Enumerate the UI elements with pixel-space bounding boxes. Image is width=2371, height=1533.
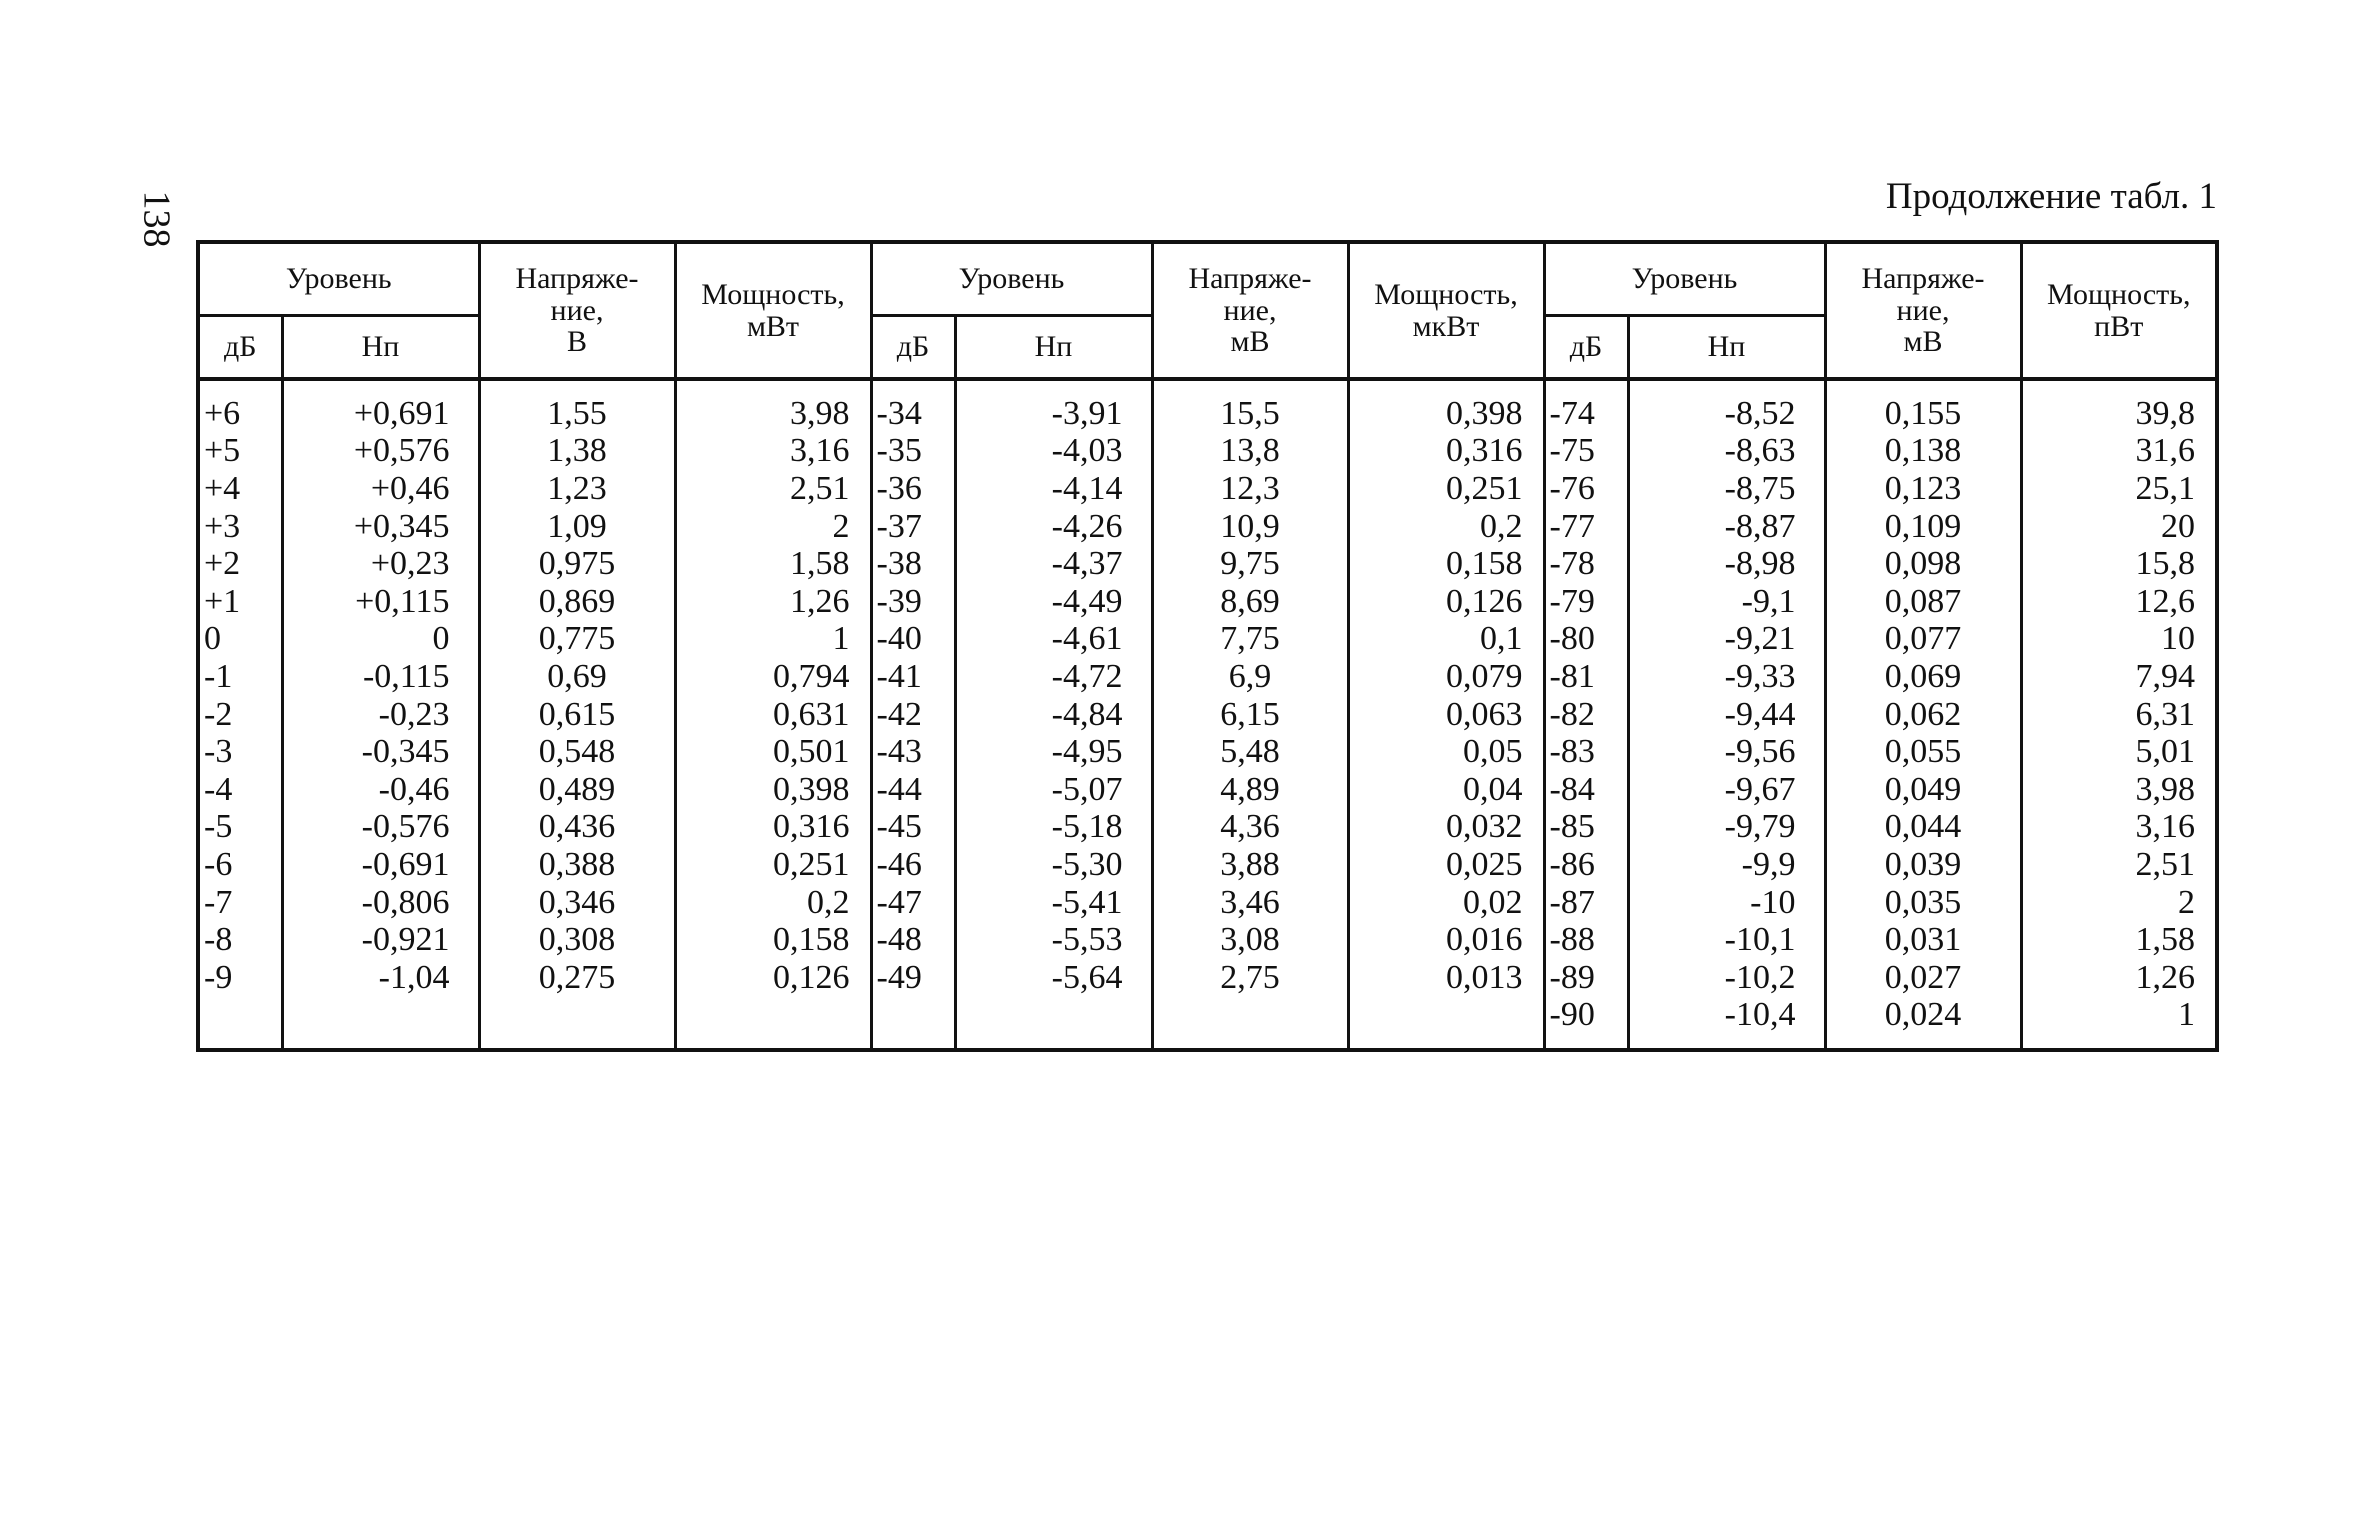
db-cell-3: -85 — [1544, 809, 1628, 847]
db-cell-2: -42 — [871, 696, 955, 734]
np-cell-2: -4,72 — [955, 658, 1152, 696]
np-cell-2: -5,41 — [955, 884, 1152, 922]
db-cell-1: +2 — [198, 545, 282, 583]
db-cell-3: -84 — [1544, 771, 1628, 809]
power-cell-2: 0,032 — [1348, 809, 1544, 847]
table-row — [198, 433, 2217, 471]
table-row — [198, 583, 2217, 621]
voltage-cell-1: 0,975 — [479, 545, 675, 583]
np-cell-2: -5,07 — [955, 771, 1152, 809]
power-cell-3: 1,58 — [2021, 921, 2217, 959]
np-cell-2: -4,03 — [955, 433, 1152, 471]
voltage-cell-1: 0,615 — [479, 696, 675, 734]
table-row — [198, 809, 2217, 847]
np-cell-2: -5,64 — [955, 959, 1152, 997]
np-cell-2: -5,30 — [955, 846, 1152, 884]
power-mw-header: Мощность, мВт — [675, 242, 871, 379]
np-cell-3: -10,4 — [1628, 997, 1825, 1051]
db-cell-1: +1 — [198, 583, 282, 621]
np-cell-3: -10,2 — [1628, 959, 1825, 997]
db-cell-1: +5 — [198, 433, 282, 471]
np-header-2: Нп — [955, 316, 1152, 380]
np-cell-1: +0,46 — [282, 470, 479, 508]
db-cell-1: -5 — [198, 809, 282, 847]
np-cell-2: -4,95 — [955, 733, 1152, 771]
voltage-cell-3: 0,035 — [1825, 884, 2021, 922]
power-cell-1: 0,316 — [675, 809, 871, 847]
np-cell-2: -4,49 — [955, 583, 1152, 621]
db-cell-2 — [871, 997, 955, 1051]
db-cell-3: -80 — [1544, 621, 1628, 659]
table-row — [198, 997, 2217, 1051]
db-cell-1: -1 — [198, 658, 282, 696]
db-cell-1 — [198, 997, 282, 1051]
db-cell-1: -9 — [198, 959, 282, 997]
db-cell-3: -87 — [1544, 884, 1628, 922]
db-cell-2: -48 — [871, 921, 955, 959]
voltage-cell-2: 3,88 — [1152, 846, 1348, 884]
page-number: 138 — [135, 190, 178, 248]
np-cell-1: +0,23 — [282, 545, 479, 583]
power-cell-3: 25,1 — [2021, 470, 2217, 508]
power-cell-1: 1 — [675, 621, 871, 659]
power-cell-2: 0,05 — [1348, 733, 1544, 771]
np-cell-1: -0,691 — [282, 846, 479, 884]
db-cell-3: -86 — [1544, 846, 1628, 884]
db-cell-2: -36 — [871, 470, 955, 508]
np-cell-2: -5,18 — [955, 809, 1152, 847]
table-caption: Продолжение табл. 1 — [1885, 176, 2217, 217]
np-header-3: Нп — [1628, 316, 1825, 380]
voltage-cell-2: 15,5 — [1152, 379, 1348, 433]
voltage-cell-3: 0,155 — [1825, 379, 2021, 433]
np-cell-1: -0,921 — [282, 921, 479, 959]
power-cell-3: 1,26 — [2021, 959, 2217, 997]
voltage-cell-2: 8,69 — [1152, 583, 1348, 621]
db-header-2: дБ — [871, 316, 955, 380]
voltage-cell-1: 0,346 — [479, 884, 675, 922]
power-cell-1: 2 — [675, 508, 871, 546]
np-cell-3: -8,98 — [1628, 545, 1825, 583]
power-cell-1: 2,51 — [675, 470, 871, 508]
voltage-cell-3: 0,044 — [1825, 809, 2021, 847]
voltage-cell-2 — [1152, 997, 1348, 1051]
voltage-cell-3: 0,024 — [1825, 997, 2021, 1051]
db-cell-3: -78 — [1544, 545, 1628, 583]
np-cell-1: +0,345 — [282, 508, 479, 546]
db-cell-2: -38 — [871, 545, 955, 583]
np-cell-3: -9,21 — [1628, 621, 1825, 659]
db-cell-1: +3 — [198, 508, 282, 546]
db-cell-3: -83 — [1544, 733, 1628, 771]
power-cell-1: 1,26 — [675, 583, 871, 621]
voltage-mv-header-2: Напряже- ние, мВ — [1825, 242, 2021, 379]
np-cell-2: -5,53 — [955, 921, 1152, 959]
voltage-cell-3: 0,098 — [1825, 545, 2021, 583]
db-cell-1: -7 — [198, 884, 282, 922]
db-cell-1: 0 — [198, 621, 282, 659]
np-cell-1: -1,04 — [282, 959, 479, 997]
table-body — [198, 379, 2217, 1050]
np-cell-3: -10,1 — [1628, 921, 1825, 959]
voltage-cell-1: 0,388 — [479, 846, 675, 884]
db-header-3: дБ — [1544, 316, 1628, 380]
np-cell-3: -8,87 — [1628, 508, 1825, 546]
power-cell-3: 3,16 — [2021, 809, 2217, 847]
db-cell-1: -4 — [198, 771, 282, 809]
np-cell-3: -9,44 — [1628, 696, 1825, 734]
db-cell-3: -79 — [1544, 583, 1628, 621]
np-cell-1 — [282, 997, 479, 1051]
np-cell-1: +0,576 — [282, 433, 479, 471]
voltage-cell-2: 3,08 — [1152, 921, 1348, 959]
np-cell-1: -0,576 — [282, 809, 479, 847]
np-cell-2: -3,91 — [955, 379, 1152, 433]
table-row — [198, 696, 2217, 734]
db-cell-1: -3 — [198, 733, 282, 771]
power-cell-3: 10 — [2021, 621, 2217, 659]
decibel-conversion-table — [196, 240, 2219, 1052]
voltage-cell-2: 10,9 — [1152, 508, 1348, 546]
power-cell-2: 0,398 — [1348, 379, 1544, 433]
voltage-cell-1: 0,436 — [479, 809, 675, 847]
power-cell-3: 6,31 — [2021, 696, 2217, 734]
np-cell-2: -4,14 — [955, 470, 1152, 508]
db-cell-2: -37 — [871, 508, 955, 546]
table-row — [198, 846, 2217, 884]
db-cell-1: -2 — [198, 696, 282, 734]
db-cell-1: -8 — [198, 921, 282, 959]
db-cell-2: -44 — [871, 771, 955, 809]
voltage-cell-3: 0,069 — [1825, 658, 2021, 696]
np-cell-3: -8,75 — [1628, 470, 1825, 508]
voltage-cell-1 — [479, 997, 675, 1051]
power-cell-1: 0,631 — [675, 696, 871, 734]
table-row — [198, 621, 2217, 659]
power-cell-1: 1,58 — [675, 545, 871, 583]
power-cell-2: 0,04 — [1348, 771, 1544, 809]
power-cell-1: 0,398 — [675, 771, 871, 809]
np-cell-3: -8,63 — [1628, 433, 1825, 471]
level-header-3: Уровень — [1544, 242, 1825, 316]
table-row — [198, 545, 2217, 583]
power-cell-1 — [675, 997, 871, 1051]
voltage-cell-1: 0,548 — [479, 733, 675, 771]
db-cell-2: -43 — [871, 733, 955, 771]
voltage-cell-3: 0,049 — [1825, 771, 2021, 809]
np-cell-3: -9,79 — [1628, 809, 1825, 847]
db-cell-3: -88 — [1544, 921, 1628, 959]
np-cell-1: -0,345 — [282, 733, 479, 771]
power-cell-1: 0,2 — [675, 884, 871, 922]
power-cell-1: 0,126 — [675, 959, 871, 997]
level-header-1: Уровень — [198, 242, 479, 316]
power-cell-3: 39,8 — [2021, 379, 2217, 433]
voltage-cell-3: 0,109 — [1825, 508, 2021, 546]
power-cell-1: 0,158 — [675, 921, 871, 959]
np-cell-2: -4,84 — [955, 696, 1152, 734]
np-cell-3: -10 — [1628, 884, 1825, 922]
power-cell-3: 5,01 — [2021, 733, 2217, 771]
table-row — [198, 884, 2217, 922]
power-cell-3: 20 — [2021, 508, 2217, 546]
power-cell-3: 2,51 — [2021, 846, 2217, 884]
voltage-cell-2: 4,89 — [1152, 771, 1348, 809]
db-cell-3: -89 — [1544, 959, 1628, 997]
power-cell-2: 0,016 — [1348, 921, 1544, 959]
table-row — [198, 959, 2217, 997]
np-cell-1: +0,115 — [282, 583, 479, 621]
np-cell-3: -9,56 — [1628, 733, 1825, 771]
voltage-cell-3: 0,027 — [1825, 959, 2021, 997]
voltage-cell-3: 0,138 — [1825, 433, 2021, 471]
np-cell-1: -0,46 — [282, 771, 479, 809]
table-row — [198, 508, 2217, 546]
power-pw-header: Мощность, пВт — [2021, 242, 2217, 379]
np-cell-3: -8,52 — [1628, 379, 1825, 433]
np-cell-1: -0,806 — [282, 884, 479, 922]
power-cell-1: 0,251 — [675, 846, 871, 884]
table-row — [198, 658, 2217, 696]
table-row — [198, 771, 2217, 809]
voltage-cell-1: 1,38 — [479, 433, 675, 471]
db-cell-2: -49 — [871, 959, 955, 997]
table-row — [198, 379, 2217, 433]
power-cell-3: 2 — [2021, 884, 2217, 922]
power-cell-3: 12,6 — [2021, 583, 2217, 621]
power-cell-3: 7,94 — [2021, 658, 2217, 696]
np-cell-3: -9,67 — [1628, 771, 1825, 809]
level-header-2: Уровень — [871, 242, 1152, 316]
db-cell-3: -81 — [1544, 658, 1628, 696]
np-cell-1: +0,691 — [282, 379, 479, 433]
db-cell-2: -35 — [871, 433, 955, 471]
voltage-cell-1: 1,23 — [479, 470, 675, 508]
voltage-cell-1: 0,869 — [479, 583, 675, 621]
np-cell-2: -4,37 — [955, 545, 1152, 583]
voltage-cell-1: 0,775 — [479, 621, 675, 659]
np-cell-1: -0,23 — [282, 696, 479, 734]
np-cell-2 — [955, 997, 1152, 1051]
db-cell-2: -40 — [871, 621, 955, 659]
power-cell-2 — [1348, 997, 1544, 1051]
voltage-cell-2: 12,3 — [1152, 470, 1348, 508]
voltage-cell-2: 4,36 — [1152, 809, 1348, 847]
power-cell-2: 0,126 — [1348, 583, 1544, 621]
voltage-cell-3: 0,077 — [1825, 621, 2021, 659]
np-cell-1: -0,115 — [282, 658, 479, 696]
np-cell-3: -9,9 — [1628, 846, 1825, 884]
db-cell-2: -39 — [871, 583, 955, 621]
power-cell-2: 0,025 — [1348, 846, 1544, 884]
np-cell-2: -4,26 — [955, 508, 1152, 546]
power-cell-2: 0,2 — [1348, 508, 1544, 546]
voltage-cell-1: 0,308 — [479, 921, 675, 959]
power-cell-2: 0,316 — [1348, 433, 1544, 471]
np-cell-2: -4,61 — [955, 621, 1152, 659]
power-uw-header: Мощность, мкВт — [1348, 242, 1544, 379]
power-cell-2: 0,158 — [1348, 545, 1544, 583]
voltage-cell-3: 0,062 — [1825, 696, 2021, 734]
db-cell-2: -47 — [871, 884, 955, 922]
voltage-cell-3: 0,123 — [1825, 470, 2021, 508]
power-cell-1: 3,16 — [675, 433, 871, 471]
db-cell-3: -77 — [1544, 508, 1628, 546]
db-cell-3: -74 — [1544, 379, 1628, 433]
np-cell-3: -9,33 — [1628, 658, 1825, 696]
db-cell-3: -75 — [1544, 433, 1628, 471]
power-cell-1: 3,98 — [675, 379, 871, 433]
np-header-1: Нп — [282, 316, 479, 380]
voltage-mv-header-1: Напряже- ние, мВ — [1152, 242, 1348, 379]
power-cell-3: 15,8 — [2021, 545, 2217, 583]
voltage-cell-3: 0,087 — [1825, 583, 2021, 621]
voltage-cell-2: 7,75 — [1152, 621, 1348, 659]
db-cell-3: -90 — [1544, 997, 1628, 1051]
db-cell-2: -45 — [871, 809, 955, 847]
voltage-cell-2: 6,9 — [1152, 658, 1348, 696]
power-cell-3: 3,98 — [2021, 771, 2217, 809]
voltage-cell-2: 6,15 — [1152, 696, 1348, 734]
db-header-1: дБ — [198, 316, 282, 380]
power-cell-1: 0,501 — [675, 733, 871, 771]
power-cell-2: 0,063 — [1348, 696, 1544, 734]
db-cell-1: +4 — [198, 470, 282, 508]
voltage-cell-3: 0,039 — [1825, 846, 2021, 884]
power-cell-2: 0,251 — [1348, 470, 1544, 508]
db-cell-2: -46 — [871, 846, 955, 884]
power-cell-2: 0,1 — [1348, 621, 1544, 659]
db-cell-2: -41 — [871, 658, 955, 696]
power-cell-3: 31,6 — [2021, 433, 2217, 471]
voltage-cell-2: 2,75 — [1152, 959, 1348, 997]
voltage-cell-1: 0,275 — [479, 959, 675, 997]
db-cell-1: +6 — [198, 379, 282, 433]
power-cell-2: 0,079 — [1348, 658, 1544, 696]
db-cell-1: -6 — [198, 846, 282, 884]
voltage-cell-2: 9,75 — [1152, 545, 1348, 583]
power-cell-1: 0,794 — [675, 658, 871, 696]
db-cell-3: -82 — [1544, 696, 1628, 734]
power-cell-2: 0,02 — [1348, 884, 1544, 922]
voltage-cell-2: 13,8 — [1152, 433, 1348, 471]
np-cell-1: 0 — [282, 621, 479, 659]
power-cell-3: 1 — [2021, 997, 2217, 1051]
table-row — [198, 921, 2217, 959]
table-row — [198, 733, 2217, 771]
power-cell-2: 0,013 — [1348, 959, 1544, 997]
db-cell-3: -76 — [1544, 470, 1628, 508]
voltage-cell-2: 5,48 — [1152, 733, 1348, 771]
voltage-cell-1: 0,69 — [479, 658, 675, 696]
voltage-cell-1: 1,09 — [479, 508, 675, 546]
voltage-cell-2: 3,46 — [1152, 884, 1348, 922]
voltage-cell-1: 1,55 — [479, 379, 675, 433]
voltage-cell-1: 0,489 — [479, 771, 675, 809]
np-cell-3: -9,1 — [1628, 583, 1825, 621]
db-cell-2: -34 — [871, 379, 955, 433]
voltage-cell-3: 0,055 — [1825, 733, 2021, 771]
table-row — [198, 470, 2217, 508]
voltage-cell-3: 0,031 — [1825, 921, 2021, 959]
voltage-v-header: Напряже- ние, В — [479, 242, 675, 379]
